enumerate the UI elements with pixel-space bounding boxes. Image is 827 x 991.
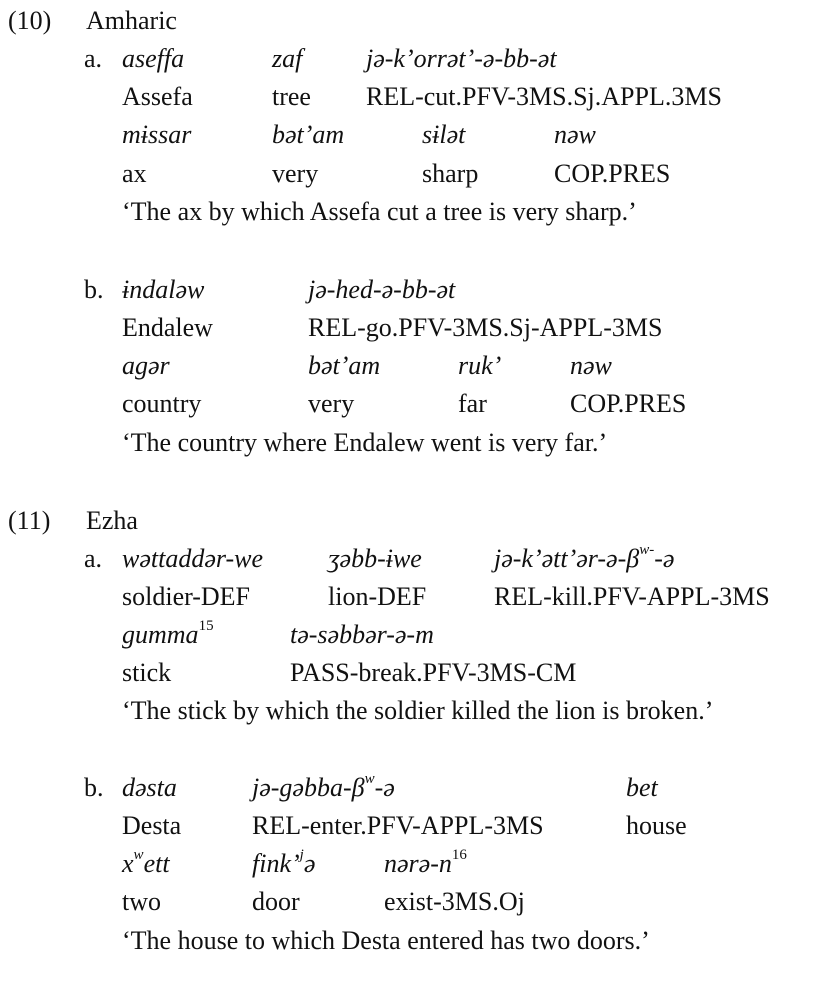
- sub-letter: b.: [84, 275, 104, 304]
- gloss-word: PASS-break.PFV-3MS-CM: [290, 658, 577, 687]
- gloss-word: lion-DEF: [328, 582, 427, 611]
- gloss-word: bət’am: [272, 120, 345, 149]
- footnote-marker: 15: [198, 618, 214, 635]
- gloss-word: sharp: [422, 159, 479, 188]
- gloss-word: aseffa: [122, 44, 185, 73]
- gloss-word: jə-hed-ə-bb-ət: [308, 275, 456, 304]
- gloss-word: gumma$^{15}$: [122, 618, 214, 649]
- gloss-word: country: [122, 389, 202, 418]
- gloss-word: Endalew: [122, 313, 213, 342]
- gloss-word: ruk’: [458, 351, 502, 380]
- gloss-word: exist-3MS.Oj: [384, 887, 525, 916]
- gloss-word: tə-səbbər-ə-m: [290, 620, 434, 649]
- gloss-word: door: [252, 887, 300, 916]
- translation: ‘The country where Endalew went is very far.’: [122, 428, 608, 457]
- language-name: Ezha: [86, 506, 138, 535]
- gloss-word: agər: [122, 351, 170, 380]
- gloss-word: nəw: [570, 351, 612, 380]
- gloss-word: far: [458, 389, 487, 418]
- gloss-word: bet: [626, 773, 658, 802]
- gloss-word: ɨndaləw: [122, 275, 205, 304]
- gloss-word: COP.PRES: [570, 389, 687, 418]
- gloss-word: REL-cut.PFV-3MS.Sj.APPL.3MS: [366, 82, 722, 111]
- example-number: (11): [8, 506, 51, 535]
- gloss-word: nəw: [554, 120, 596, 149]
- translation: ‘The house to which Desta entered has two doors.’: [122, 926, 650, 955]
- gloss-word: dəsta: [122, 773, 177, 802]
- gloss-word: sɨlət: [422, 120, 466, 149]
- gloss-word: REL-kill.PFV-APPL-3MS: [494, 582, 770, 611]
- gloss-word: very: [272, 159, 319, 188]
- gloss-word: $x^wett$: [122, 847, 170, 878]
- gloss-word: mɨssar: [122, 120, 192, 149]
- footnote-marker: 16: [451, 847, 467, 864]
- sub-letter: b.: [84, 773, 104, 802]
- gloss-word: two: [122, 887, 161, 916]
- sub-letter: a.: [84, 44, 103, 73]
- gloss-word: COP.PRES: [554, 159, 671, 188]
- language-name: Amharic: [86, 6, 177, 35]
- gloss-word: soldier-DEF: [122, 582, 251, 611]
- gloss-word: wəttaddər-we: [122, 544, 264, 573]
- gloss-word: REL-enter.PFV-APPL-3MS: [252, 811, 544, 840]
- translation: ‘The ax by which Assefa cut a tree is very sharp.’: [122, 197, 637, 226]
- gloss-word: jə-k’orrət’-ə-bb-ət: [366, 44, 557, 73]
- gloss-word: nərə-$n^{16}$: [384, 847, 467, 878]
- gloss-word: REL-go.PFV-3MS.Sj-APPL-3MS: [308, 313, 663, 342]
- gloss-word: bət’am: [308, 351, 381, 380]
- gloss-word: $jə-gəbba-\beta^w-ə$: [252, 771, 395, 802]
- gloss-word: ʒəbb-ɨwe: [328, 544, 422, 573]
- gloss-word: tree: [272, 82, 311, 111]
- gloss-word: $jə-k’ətt’ər-ə-\beta^{w-}-ə$: [494, 542, 675, 573]
- gloss-word: very: [308, 389, 355, 418]
- translation: ‘The stick by which the soldier killed the lion is broken.’: [122, 696, 714, 725]
- sub-letter: a.: [84, 544, 103, 573]
- gloss-word: fink’$^j$ə: [252, 847, 316, 878]
- gloss-word: zaf: [272, 44, 303, 73]
- gloss-word: Assefa: [122, 82, 193, 111]
- example-number: (10): [8, 6, 52, 35]
- gloss-word: stick: [122, 658, 172, 687]
- gloss-word: Desta: [122, 811, 182, 840]
- gloss-word: ax: [122, 159, 147, 188]
- gloss-word: house: [626, 811, 687, 840]
